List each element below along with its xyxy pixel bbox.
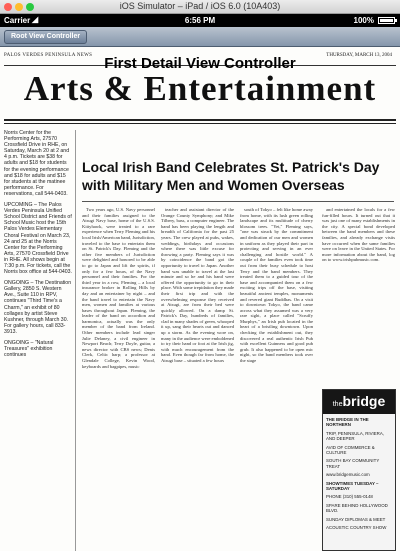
sidebar-item: ONGOING – "Natural Treasures" exhibition continues — [4, 340, 54, 359]
article-column — [240, 207, 313, 551]
ad-line: SPARE BEHIND HOLLYWOOD BLVD. — [326, 502, 388, 514]
masthead-date: THURSDAY, MARCH 13, 2004 — [326, 53, 392, 58]
column-text: south of Tokyo – felt like home away from home, with its lush green rolling landscape and its multitude of cherry blossom trees. "Yet," Fleming says, "one was struck by the commitment and dedication of our men and women in uniform as they played their part in protecting and serving in an ever challenging and hostile world." A couple of the families even took time out from their busy schedule to host Terry and the band members. They treated them to a guided tour of the base and accompanied them on a few exciting trips off the base, visiting beautiful ancient temples, monuments and revered giant Buddhas. On a visit to downtown Tokyo, the band came across what they assumed was a very rare sight, a place called "Scruffy Murphys," an Irish pub located in the heart of a bristling downtown. Upon checking the establishment out, they discovered a real authentic Irish Pub with excellent Guinness and good pub grub. It also happened to be open mic night, so the band members took over the stage — [240, 207, 313, 364]
sidebar-item: ONGOING – The Destination Gallery, 2850 S. Western Ave., Suite 110 in RPV, continues "Third Time's a Charm," an exhibit of 80 collages by artist Steve Kushner, through March 30. For gallery hours, call 833-3913. — [4, 280, 72, 335]
root-view-controller-button[interactable]: Root View Controller — [4, 30, 87, 44]
battery-fill — [380, 19, 393, 22]
section-rule — [4, 119, 396, 121]
section-rule-thin — [4, 123, 396, 124]
ad-line: PHONE (310) 555-0148 — [326, 494, 373, 500]
detail-title: First Detail View Controller — [104, 55, 296, 72]
column-text: and entertained the locals for a few fun-filled hours. It turned out that it was just one of many establishments in the city. A special bond developed between the band members and these families, and already exchange visits have occurred when the same families were on leave in the United States. For more information about the band, log on to www.irishpubmusic.com. — [322, 207, 395, 263]
events-sidebar — [4, 130, 76, 551]
carrier-label: Carrier — [4, 16, 31, 25]
window-title: iOS Simulator – iPad / iOS 6.0 (10A403) — [119, 1, 281, 11]
ad-line: TRIP, PENINSULA, RIVIERA, AND DEEPER — [326, 430, 384, 442]
logo-text: bridge — [342, 393, 386, 409]
battery-percent: 100% — [353, 16, 374, 25]
masthead-left: PALOS VERDES PENINSULA NEWS — [4, 53, 93, 58]
the-bridge-logo — [323, 390, 395, 414]
status-time: 6:56 PM — [184, 16, 216, 25]
sidebar-item: UPCOMING – The Palos Verdes Peninsula Unified School District and Friends of School Music host the 15th Palos Verdes Elementary Choral Festival on March 23, 24 and 25 at the Norris Center for the Performing Arts, 27570 Crossfield Drive in RHE. All shows begin at 7:30 p.m. For tickets, call the Norris box office at 544-0403. — [4, 202, 72, 276]
wifi-icon: ◢ — [32, 15, 39, 24]
article-column — [322, 207, 395, 385]
column-text: Two years ago, U.S. Navy personnel and their families assigned to the Atsugi Navy base, home of the U.S.S. Kittyhawk, were treated to a rare experience when Terry Fleming and his local Irish/American band, Jurisdiction, traveled to the base to entertain them on St. Patrick's Day. Fleming and the other five members of Jurisdiction were delighted and honored to be able to go to Japan and lift the spirits, if only for a few hours, of the Navy personnel and their families. For the third year in a row, Fleming – a local insurance broker in Rolling Hills by day and an entertainer by night – and the band travel to entertain the Navy men, women and families at various bases throughout Japan. Fleming, the leader of the band on accordion and harmonica, actually was the only member of the band from Ireland. Other members include lead singer Julie Delaney, a civil engineer in Newport Beach; Terry Doyle, guitar, a news director with CBS news; Denis Clerk, Celtic harp; a professor at Glendale College, Kevin Wood, keyboards and bagpipes, music — [82, 207, 155, 369]
ad-line: SHOWTIMES TUESDAY – SATURDAY — [326, 480, 379, 492]
ad-line: SOUTH BAY COMMUNITY TREAT — [326, 458, 380, 469]
section-title: Arts & Entertainment — [23, 69, 377, 108]
battery-icon — [378, 17, 395, 24]
ios-status-bar — [0, 14, 400, 27]
the-bridge-advertisement — [322, 389, 396, 551]
newspaper-image — [0, 47, 400, 551]
navigation-bar — [0, 27, 400, 47]
article-column — [82, 207, 155, 551]
ad-line: AVID OF COMMERCE & CULTURE — [326, 444, 375, 456]
ad-line: SUNDAY DIPLOMAS & MEET — [326, 516, 386, 522]
ad-line: THE BRIDGE IN THE NORTHERN — [326, 417, 369, 428]
article-column — [161, 207, 234, 551]
detail-view — [0, 47, 400, 551]
ad-body — [323, 414, 395, 537]
simulator-title-bar — [0, 0, 400, 14]
ad-line: ACOUSTIC COUNTRY SHOW — [326, 525, 387, 531]
ad-line: www.bridgemusic.com — [326, 472, 370, 478]
headline-rule — [82, 201, 394, 202]
logo-prefix: the — [332, 401, 343, 408]
sidebar-item: Norris Center for the Performing Arts, 27570 Crossfield Drive in RHE, on Saturday, March 20 at 2 and 4 p.m. Tickets are $38 for adults and $18 for students for the evening performance and $18 for adults and $15 for students at the matinee performance. For reservations, call 544-0403. — [4, 130, 70, 197]
column-text: teacher and assistant director of the Orange County Symphony; and Mike Tilbery, bass, a computer engineer. The band has been playing the length and breadth of California for the past 25 years. The crew played at pubs, wakes, weddings, birthdays and occasions where there was little excuse for throwing a party. Fleming says it was by coincidence the band got the opportunity to travel to Japan. Another band was unable to travel at the last minute and so he and his band were offered the opportunity to go in their place. With some trepidation they made their first trip and with the overwhelming response they received at Atsugi, are from their bed were quickly allowed. On a damp St. Patrick's Day, hundreds of families, clad in many shades of green, whooped it up, sang their hearts out and danced up a storm. As the evening wore on, many in the audience were emboldened to try their hand or foot at the Irish jig, with much encouragement from the band. Even though far from home, the Atsugi base – situated a few hours — [161, 207, 234, 364]
article-headline: Local Irish Band Celebrates St. Patrick's Day with Military Men and Women Overseas — [82, 159, 380, 193]
